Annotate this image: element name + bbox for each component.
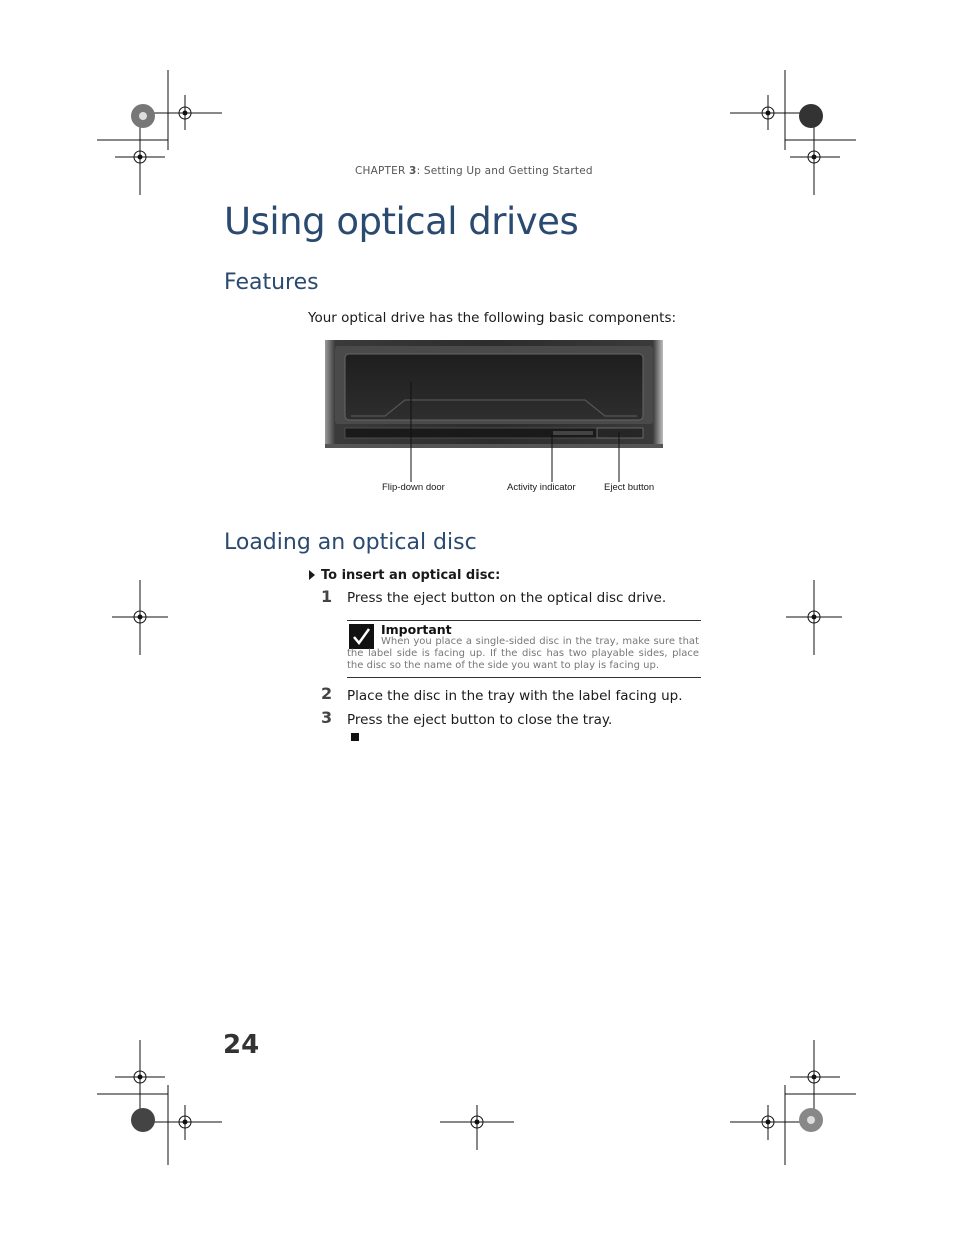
step-number-3: 3 — [321, 708, 333, 727]
important-title: Important — [381, 622, 452, 637]
procedure-heading — [309, 568, 500, 583]
important-note — [347, 620, 701, 678]
callout-flip-down-door: Flip-down door — [382, 482, 445, 493]
features-heading: Features — [224, 270, 319, 295]
end-of-procedure-mark — [351, 733, 359, 741]
step-text-3: Press the eject button to close the tray. — [347, 712, 613, 728]
optical-drive-illustration — [325, 340, 663, 450]
chapter-label: CHAPTER — [355, 165, 406, 177]
page-title: Using optical drives — [224, 200, 579, 243]
step-text-1: Press the eject button on the optical disc drive. — [347, 590, 667, 606]
loading-heading: Loading an optical disc — [224, 530, 477, 555]
step-number-2: 2 — [321, 684, 333, 703]
features-intro: Your optical drive has the following basic components: — [308, 310, 677, 326]
step-text-2: Place the disc in the tray with the label facing up. — [347, 688, 683, 704]
callout-eject-button: Eject button — [604, 482, 655, 493]
procedure-title: To insert an optical disc: — [321, 568, 501, 583]
chapter-number: 3 — [409, 165, 417, 177]
chapter-title: : Setting Up and Getting Started — [416, 165, 593, 177]
important-text: When you place a single-sided disc in the tray, make sure that the label side is facing up. If the disc has two playable sides, place the disc so the name of the side you want to play is facing up. — [347, 636, 699, 671]
running-head — [355, 165, 593, 177]
callout-leaders — [325, 448, 663, 484]
step-number-1: 1 — [321, 587, 333, 606]
callout-activity-indicator: Activity indicator — [507, 482, 576, 493]
page-number: 24 — [223, 1030, 260, 1060]
triangle-bullet-icon — [309, 570, 315, 580]
